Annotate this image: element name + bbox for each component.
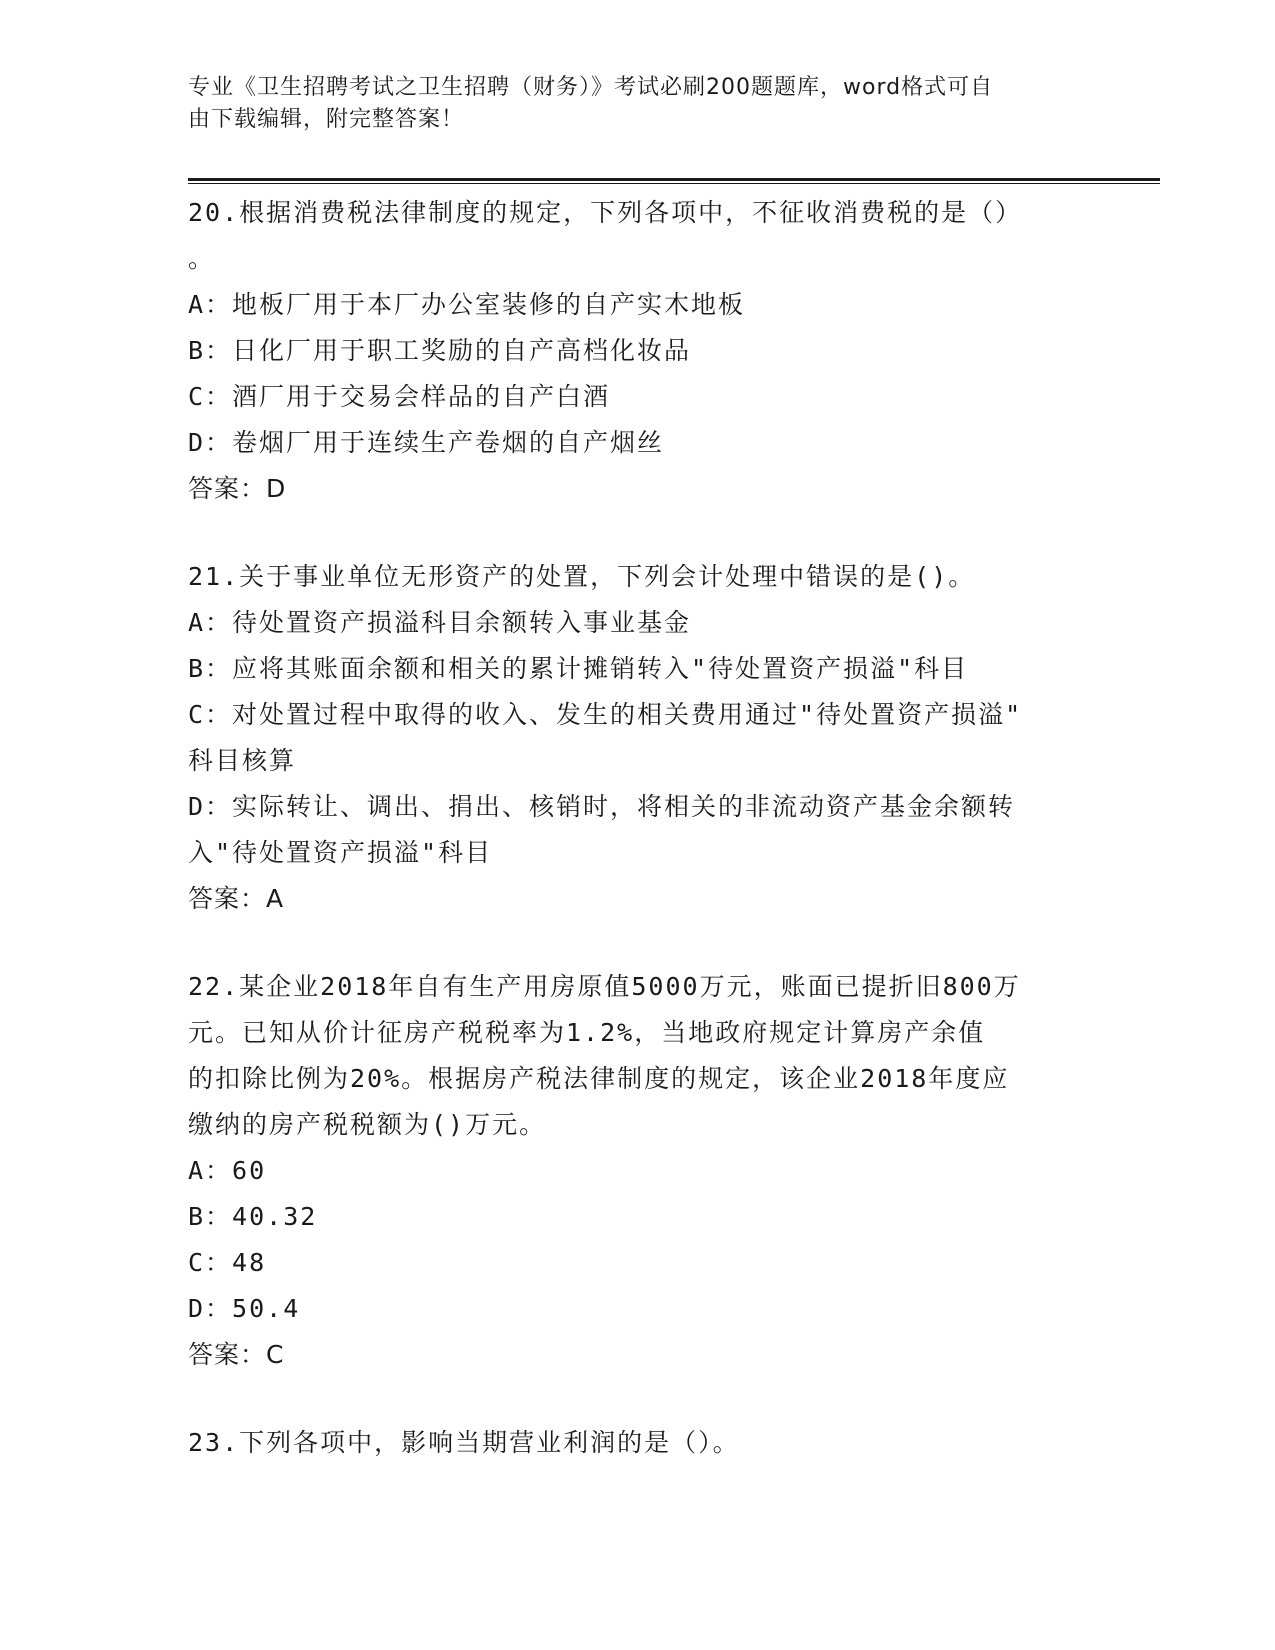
option-b: B：40.32 bbox=[188, 1202, 318, 1231]
question-stem: 。 bbox=[188, 244, 216, 273]
option-b: B：日化厂用于职工奖励的自产高档化妆品 bbox=[188, 336, 692, 365]
header-line-1: 专业《卫生招聘考试之卫生招聘（财务）》考试必刷200题题库，word格式可自 bbox=[188, 75, 994, 100]
header-divider-thin bbox=[188, 183, 1160, 184]
answer-line: 答案：C bbox=[188, 1340, 285, 1369]
question-23 bbox=[188, 1420, 1088, 1466]
question-stem: 23.下列各项中，影响当期营业利润的是（）。 bbox=[188, 1428, 740, 1457]
option-d: D：实际转让、调出、捐出、核销时，将相关的非流动资产基金余额转 bbox=[188, 792, 1016, 821]
option-a: A：60 bbox=[188, 1156, 267, 1185]
question-stem: 元。已知从价计征房产税税率为1.2%，当地政府规定计算房产余值 bbox=[188, 1018, 986, 1047]
option-c: C：酒厂用于交易会样品的自产白酒 bbox=[188, 382, 611, 411]
option-c: C：48 bbox=[188, 1248, 267, 1277]
question-stem: 22.某企业2018年自有生产用房原值5000万元，账面已提折旧800万 bbox=[188, 972, 1021, 1001]
option-d: D：卷烟厂用于连续生产卷烟的自产烟丝 bbox=[188, 428, 665, 457]
question-list bbox=[188, 190, 1088, 1508]
document-header bbox=[188, 72, 1088, 136]
option-d: D：50.4 bbox=[188, 1294, 301, 1323]
header-line-2: 由下载编辑，附完整答案！ bbox=[188, 107, 465, 132]
question-22 bbox=[188, 964, 1088, 1378]
question-stem: 的扣除比例为20%。根据房产税法律制度的规定，该企业2018年度应 bbox=[188, 1064, 1010, 1093]
answer-line: 答案：D bbox=[188, 474, 287, 503]
question-stem: 缴纳的房产税税额为()万元。 bbox=[188, 1110, 547, 1139]
header-divider-thick bbox=[188, 178, 1160, 181]
question-20 bbox=[188, 190, 1088, 512]
question-stem: 20.根据消费税法律制度的规定，下列各项中，不征收消费税的是（） bbox=[188, 198, 1023, 227]
option-c-continued: 科目核算 bbox=[188, 746, 297, 775]
option-b: B：应将其账面余额和相关的累计摊销转入"待处置资产损溢"科目 bbox=[188, 654, 969, 683]
option-a: A：地板厂用于本厂办公室装修的自产实木地板 bbox=[188, 290, 746, 319]
question-21 bbox=[188, 554, 1088, 922]
option-c: C：对处置过程中取得的收入、发生的相关费用通过"待处置资产损溢" bbox=[188, 700, 1023, 729]
answer-line: 答案：A bbox=[188, 884, 285, 913]
question-stem: 21.关于事业单位无形资产的处置，下列会计处理中错误的是()。 bbox=[188, 562, 976, 591]
option-a: A：待处置资产损溢科目余额转入事业基金 bbox=[188, 608, 692, 637]
option-d-continued: 入"待处置资产损溢"科目 bbox=[188, 838, 493, 867]
